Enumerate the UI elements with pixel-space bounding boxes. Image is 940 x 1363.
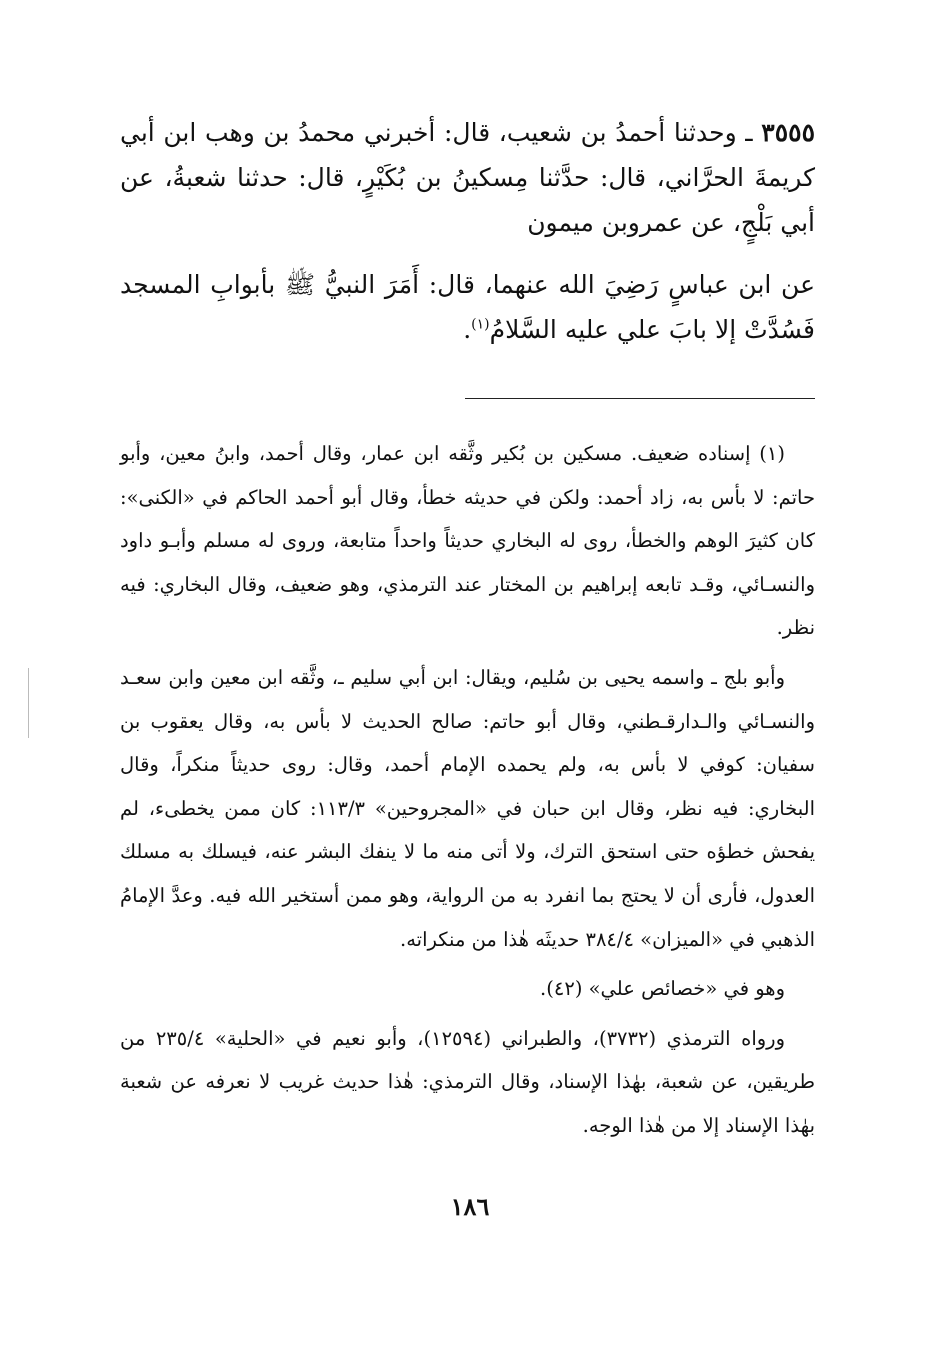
hadith-matn (120, 262, 815, 352)
footnote-paragraph: ورواه الترمذي (٣٧٣٢)، والطبراني (١٢٥٩٤)، وأبو نعيم في «الحلية» ٢٣٥/٤ من طريقين، عن شعبة، بهٰذا الإسناد، وقال الترمذي: هٰذا حديث غريب لا نعرفه عن شعبة بهٰذا الإسناد إلا من هٰذا الوجه. (120, 1026, 815, 1137)
hadith-isnad (120, 110, 815, 245)
hadith-number: ٣٥٥٥ (761, 118, 815, 147)
hadith-isnad-text: ـ وحدثنا أحمدُ بن شعيب، قال: أخبرني محمدُ بن وهب ابن أبي كريمةَ الحرَّاني، قال: حدَّثنا مِسكينُ بن بُكَيْرٍ، قال: حدثنا شعبةُ، عن أبي بَلْجٍ، عن عمروبن ميمون (120, 118, 815, 237)
page-number: ١٨٦ (450, 1192, 490, 1221)
footnote-divider (465, 398, 815, 399)
footnote-paragraph: وأبو بلج ـ واسمه يحيى بن سُليم، ويقال: ابن أبي سليم ـ، وثَّقه ابن معين وابن سعـد والنسـائي والـدارقـطني، وقال أبو حاتم: صالح الحديث لا بأس به، وقال يعقوب بن سفيان: كوفي لا بأس به، ولم يحمده الإمام أحمد، وقال: روى حديثاً منكراً، وقال البخاري: فيه نظر، وقال ابن حبان في «المجروحين» ١١٣/٣: كان ممن يخطىء، لم يفحش خطؤه حتى استحق الترك، ولا أتى منه ما لا ينفك البشر عنه، فيسلك به مسلك العدول، فأرى أن لا يحتج بما انفرد به من الرواية، وهو ممن أستخير الله فيه. وعدَّ الإمامُ الذهبي في «الميزان» ٣٨٤/٤ حديثَه هٰذا من منكراته. (120, 665, 815, 951)
footnotes-section (120, 432, 815, 1148)
hadith-matn-text: عن ابن عباسٍ رَضِيَ الله عنهما، قال: أَمَرَ النبيُّ ﷺ بأبوابِ المسجد فَسُدَّتْ إلا بابَ علي عليه السَّلامُ (120, 270, 815, 344)
footnote-paragraph: وهو في «خصائص علي» (٤٢). (540, 977, 785, 1001)
footnote-paragraph: (١) إسناده ضعيف. مسكين بن بُكير وثَّقه ابن عمار، وقال أحمد، وابنُ معين، وأبو حاتم: لا بأس به، زاد أحمد: ولكن في حديثه خطأ، وقال أبو أحمد الحاكم في «الكنى»: كان كثيرَ الوهم والخطأ، روى له البخاري حديثاً واحداً متابعة، وروى له مسلم وأبـو داود والنسـائي، وقـد تابعه إبراهيم بن المختار عند الترمذي، وهو ضعيف، وقال البخاري: فيه نظر. (120, 442, 815, 640)
scan-edge-mark (28, 668, 29, 738)
matn-end-period: . (463, 315, 472, 344)
footnote-marker: (١) (471, 316, 490, 333)
